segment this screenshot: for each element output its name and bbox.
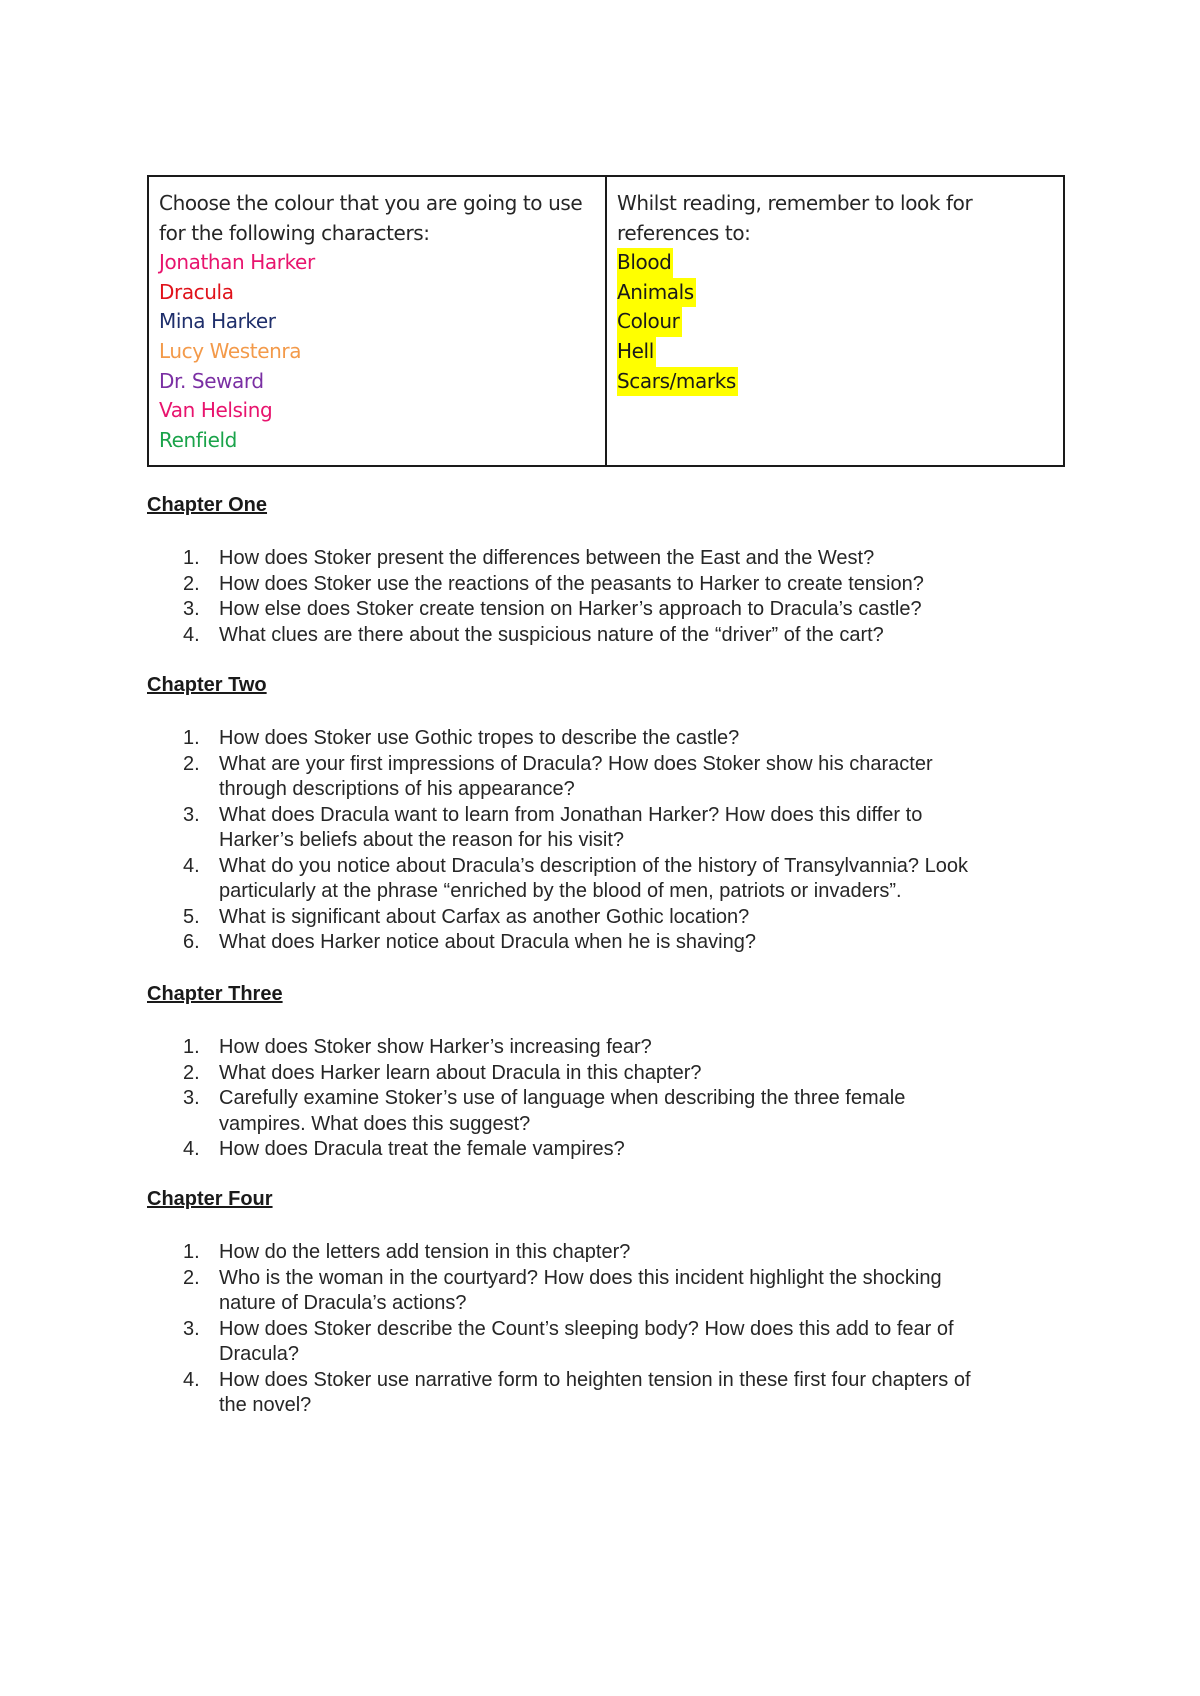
question-item: [147, 1368, 1067, 1419]
question-item: [147, 1317, 1067, 1368]
question-number: 3.: [183, 1317, 200, 1340]
question-item: [147, 572, 1067, 598]
reference-term: Blood: [617, 248, 673, 278]
question-text-line: Dracula?: [219, 1343, 300, 1365]
characters-cell: [148, 176, 606, 466]
question-text-line: vampires. What does this suggest?: [219, 1112, 531, 1135]
question-item: [147, 803, 1067, 854]
character-name: Dr. Seward: [159, 368, 264, 393]
chapter-two-questions: [147, 726, 1067, 956]
question-number: 1.: [183, 1036, 200, 1058]
question-text-line: How else does Stoker create tension on Harker’s approach to Dracula’s castle?: [219, 598, 922, 620]
question-text-line: How does Stoker use narrative form to heighten tension in these first four chapters of: [219, 1368, 971, 1391]
character-name: Van Helsing: [159, 398, 273, 423]
question-text-line: particularly at the phrase “enriched by the blood of men, patriots or invaders”.: [219, 880, 902, 902]
question-number: 4.: [183, 1138, 200, 1160]
colour-key-table: [147, 175, 1065, 467]
chapter-three-heading: Chapter Three: [147, 983, 283, 1005]
question-text-line: How does Dracula treat the female vampires?: [219, 1138, 625, 1160]
question-number: 3.: [183, 803, 200, 826]
question-text-line: What does Harker learn about Dracula in this chapter?: [219, 1061, 702, 1084]
reference-row: [617, 337, 1053, 367]
reference-term: Scars/marks: [617, 367, 738, 397]
question-number: 1.: [183, 1241, 200, 1263]
question-item: [147, 1086, 1067, 1137]
question-text-line: through descriptions of his appearance?: [219, 778, 575, 800]
reference-row: [617, 367, 1053, 397]
question-text-line: Who is the woman in the courtyard? How does this incident highlight the shocking: [219, 1266, 942, 1289]
question-item: [147, 930, 1067, 956]
character-name: Renfield: [159, 427, 237, 452]
chapter-three-questions: [147, 1035, 1067, 1163]
reference-list: [617, 248, 1053, 396]
characters-intro: Choose the colour that you are going to use for the following characters:: [159, 191, 583, 245]
question-number: 1.: [183, 727, 200, 749]
question-text-line: What clues are there about the suspicious nature of the “driver” of the cart?: [219, 623, 884, 646]
references-intro: Whilst reading, remember to look for references to:: [617, 191, 973, 245]
question-number: 2.: [183, 1061, 200, 1084]
character-name: Jonathan Harker: [159, 250, 315, 275]
chapter-four-heading: Chapter Four: [147, 1188, 273, 1210]
question-item: [147, 752, 1067, 803]
question-text-line: How do the letters add tension in this chapter?: [219, 1241, 631, 1263]
character-name: Mina Harker: [159, 309, 276, 334]
question-text-line: Harker’s beliefs about the reason for his visit?: [219, 829, 625, 851]
question-number: 4.: [183, 623, 200, 646]
question-text-line: How does Stoker describe the Count’s sleeping body? How does this add to fear of: [219, 1317, 954, 1340]
question-text-line: nature of Dracula’s actions?: [219, 1292, 467, 1314]
character-list: [159, 248, 595, 455]
question-number: 5.: [183, 905, 200, 928]
question-text-line: What does Harker notice about Dracula when he is shaving?: [219, 931, 756, 953]
question-number: 2.: [183, 572, 200, 595]
question-number: 2.: [183, 752, 200, 775]
question-number: 4.: [183, 1368, 200, 1391]
reference-row: [617, 307, 1053, 337]
question-text-line: Carefully examine Stoker’s use of language when describing the three female: [219, 1087, 906, 1109]
chapter-one-questions: [147, 546, 1067, 648]
chapter-two-heading: Chapter Two: [147, 674, 267, 696]
reference-row: [617, 278, 1053, 308]
question-item: [147, 726, 1067, 752]
question-item: [147, 597, 1067, 623]
question-item: [147, 1240, 1067, 1266]
reference-term: Animals: [617, 278, 696, 308]
question-item: [147, 1035, 1067, 1061]
character-name: Dracula: [159, 279, 234, 304]
chapter-one-heading: Chapter One: [147, 494, 268, 516]
reference-term: Colour: [617, 307, 682, 337]
question-text-line: How does Stoker show Harker’s increasing fear?: [219, 1036, 652, 1058]
question-item: [147, 854, 1067, 905]
question-number: 2.: [183, 1266, 200, 1289]
character-name: Lucy Westenra: [159, 338, 302, 363]
question-text-line: What do you notice about Dracula’s description of the history of Transylvannia? Look: [219, 854, 968, 877]
question-text-line: How does Stoker use the reactions of the peasants to Harker to create tension?: [219, 572, 924, 595]
question-item: [147, 1061, 1067, 1087]
chapter-four-questions: [147, 1240, 1067, 1419]
references-cell: [606, 176, 1064, 466]
question-item: [147, 1266, 1067, 1317]
question-item: [147, 905, 1067, 931]
question-text-line: How does Stoker use Gothic tropes to describe the castle?: [219, 727, 740, 749]
question-number: 6.: [183, 931, 200, 953]
question-text-line: What does Dracula want to learn from Jonathan Harker? How does this differ to: [219, 803, 923, 826]
question-number: 1.: [183, 547, 200, 569]
question-number: 4.: [183, 854, 200, 877]
question-text-line: the novel?: [219, 1394, 312, 1416]
question-number: 3.: [183, 598, 200, 620]
reference-row: [617, 248, 1053, 278]
question-text-line: What is significant about Carfax as another Gothic location?: [219, 905, 750, 928]
question-item: [147, 1137, 1067, 1163]
question-item: [147, 623, 1067, 649]
reference-term: Hell: [617, 337, 656, 367]
question-text-line: What are your first impressions of Dracula? How does Stoker show his character: [219, 752, 933, 775]
question-item: [147, 546, 1067, 572]
question-text-line: How does Stoker present the differences between the East and the West?: [219, 547, 875, 569]
question-number: 3.: [183, 1087, 200, 1109]
